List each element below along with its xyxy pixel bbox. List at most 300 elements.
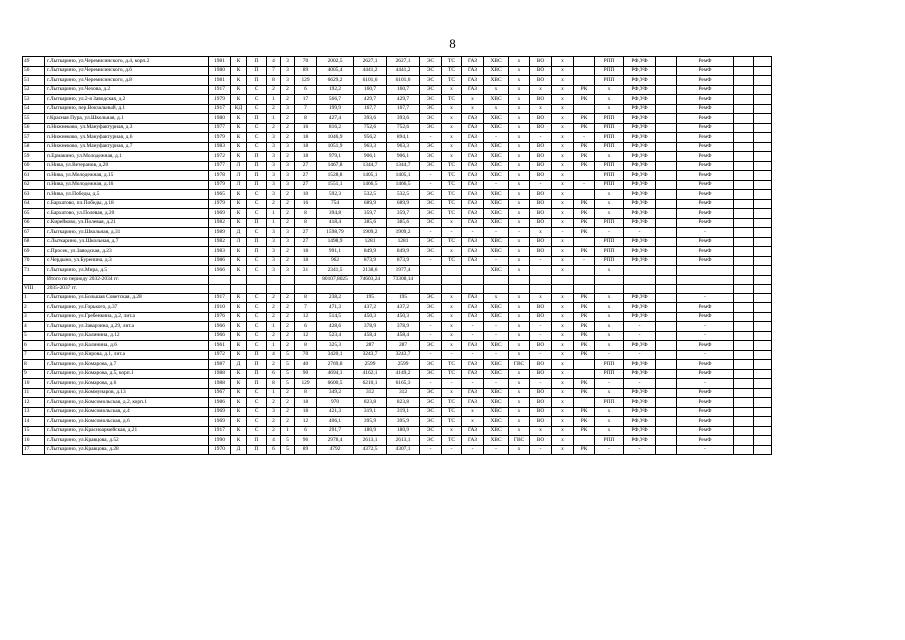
table-cell: ЭС xyxy=(420,341,442,351)
table-cell xyxy=(754,369,772,379)
table-cell: 18 xyxy=(295,256,317,266)
table-cell: 1980 xyxy=(209,114,231,124)
table-cell: 6600,5 xyxy=(317,379,354,389)
table-cell: 2 xyxy=(281,341,295,351)
table-cell: К xyxy=(231,114,247,124)
table-cell: 3 xyxy=(267,237,281,247)
table-cell: РФ,УФ xyxy=(624,199,656,209)
table-cell: х xyxy=(595,104,624,114)
table-cell: х xyxy=(442,426,462,436)
table-cell xyxy=(462,275,484,284)
table-cell: ХВС xyxy=(484,171,509,181)
table-cell xyxy=(656,152,677,162)
table-cell: 5 xyxy=(281,369,295,379)
table-cell: С xyxy=(247,266,267,276)
table-cell: х xyxy=(595,85,624,95)
table-cell: 823,8 xyxy=(354,398,387,408)
table-cell: ГАЗ xyxy=(462,171,484,181)
table-cell xyxy=(484,284,509,293)
table-cell xyxy=(754,436,772,446)
table-cell: С xyxy=(247,256,267,266)
table-cell: РемФ xyxy=(677,85,734,95)
table-cell: х xyxy=(509,445,530,455)
table-cell: 566,7 xyxy=(317,95,354,105)
table-row xyxy=(23,190,772,200)
table-cell xyxy=(734,133,754,143)
table-cell: - xyxy=(442,350,462,360)
table-cell: РФ,УФ xyxy=(624,341,656,351)
table-cell: П xyxy=(247,360,267,370)
table-cell: 195 xyxy=(387,293,420,303)
row-number-cell: 1 xyxy=(23,293,45,303)
table-cell: х xyxy=(509,407,530,417)
table-cell xyxy=(754,379,772,389)
table-cell: ХВС xyxy=(484,303,509,313)
table-cell: 6 xyxy=(295,85,317,95)
table-cell xyxy=(509,284,530,293)
table-cell: 689,9 xyxy=(354,199,387,209)
table-row xyxy=(23,312,772,322)
table-cell xyxy=(595,275,624,284)
address-cell: г.Лыткарино, ул.Комарова, д.6 xyxy=(45,379,209,389)
table-cell: 1 xyxy=(267,114,281,124)
table-cell: - xyxy=(595,350,624,360)
table-cell: ГАЗ xyxy=(462,57,484,67)
table-cell: РПП xyxy=(595,360,624,370)
address-cell: г.Лыткарино, ул.Большая Советская, д.28 xyxy=(45,293,209,303)
table-cell xyxy=(754,85,772,95)
table-cell xyxy=(420,284,442,293)
table-cell: 1466,5 xyxy=(354,180,387,190)
table-cell: С xyxy=(247,322,267,332)
row-number-cell: 55 xyxy=(23,114,45,124)
table-cell: - xyxy=(420,180,442,190)
table-cell: РФ,УФ xyxy=(624,369,656,379)
table-cell xyxy=(754,57,772,67)
table-cell: К xyxy=(231,76,247,86)
table-cell: х xyxy=(509,152,530,162)
table-cell: 2769,8 xyxy=(317,360,354,370)
table-cell: х xyxy=(552,445,574,455)
table-cell: С xyxy=(247,190,267,200)
table-cell: РПП xyxy=(595,142,624,152)
summary-total-residential: 73308,14 xyxy=(387,275,420,284)
table-cell: 4441,2 xyxy=(387,66,420,76)
table-cell: РемФ xyxy=(677,180,734,190)
table-cell: х xyxy=(552,142,574,152)
table-cell: 1987 xyxy=(209,360,231,370)
table-cell: 1978 xyxy=(209,171,231,181)
table-cell: ТС xyxy=(442,161,462,171)
table-cell: 27 xyxy=(295,171,317,181)
table-cell: - xyxy=(574,133,595,143)
table-row xyxy=(23,256,772,266)
row-number-cell: 60 xyxy=(23,161,45,171)
table-cell: 1977 xyxy=(209,161,231,171)
table-cell: х xyxy=(442,312,462,322)
table-cell: х xyxy=(552,66,574,76)
table-cell: К xyxy=(231,209,247,219)
table-cell xyxy=(656,66,677,76)
address-cell: г.Лыткарино, ул.Мира, д.5 xyxy=(45,266,209,276)
row-number-cell: 56 xyxy=(23,123,45,133)
table-cell: 3 xyxy=(281,171,295,181)
table-cell: ГАЗ xyxy=(462,398,484,408)
row-number-cell: 62 xyxy=(23,180,45,190)
table-cell xyxy=(734,341,754,351)
table-cell: С xyxy=(247,228,267,238)
table-cell: х xyxy=(552,57,574,67)
table-cell: ГАЗ xyxy=(462,152,484,162)
table-cell: 1528,8 xyxy=(317,171,354,181)
table-cell: РФ,УФ xyxy=(624,152,656,162)
table-cell: РемФ xyxy=(677,237,734,247)
table-cell: ВО xyxy=(530,388,552,398)
table-cell: 4 xyxy=(267,436,281,446)
table-row xyxy=(23,293,772,303)
table-cell xyxy=(552,284,574,293)
table-cell: ЭС xyxy=(420,360,442,370)
table-cell: ЭС xyxy=(420,303,442,313)
row-number-cell: 61 xyxy=(23,171,45,181)
table-row xyxy=(23,266,772,276)
address-cell: г.Лыткарино, ул.Комсомольская, д.4 xyxy=(45,407,209,417)
row-number-cell: 3 xyxy=(23,312,45,322)
table-cell: РемФ xyxy=(677,66,734,76)
address-cell: п.Нижнеково, ул.Мануфактурная, д.6 xyxy=(45,133,209,143)
table-cell: ТС xyxy=(442,190,462,200)
table-cell: х xyxy=(552,114,574,124)
table-cell: 1981 xyxy=(209,57,231,67)
table-cell: х xyxy=(552,341,574,351)
table-cell: ВО xyxy=(530,76,552,86)
table-cell: 2 xyxy=(267,303,281,313)
row-number-cell: 67 xyxy=(23,228,45,238)
table-cell: х xyxy=(595,341,624,351)
table-cell: 406,1 xyxy=(317,417,354,427)
table-row xyxy=(23,398,772,408)
table-cell: ТС xyxy=(442,417,462,427)
table-cell: х xyxy=(552,123,574,133)
table-cell: - xyxy=(462,228,484,238)
table-cell: - xyxy=(624,228,656,238)
table-cell: Д xyxy=(231,360,247,370)
table-cell: ЭС xyxy=(420,237,442,247)
table-cell: х xyxy=(442,133,462,143)
table-cell xyxy=(754,199,772,209)
table-cell: ХВС xyxy=(484,209,509,219)
table-cell xyxy=(754,350,772,360)
table-cell: РФ,УФ xyxy=(624,190,656,200)
table-row xyxy=(23,133,772,143)
table-cell xyxy=(656,322,677,332)
table-cell: - xyxy=(530,322,552,332)
table-cell: РемФ xyxy=(677,341,734,351)
table-cell: 1344,7 xyxy=(354,161,387,171)
table-cell: 1988 xyxy=(209,379,231,389)
table-cell xyxy=(734,312,754,322)
table-cell xyxy=(754,66,772,76)
table-cell: х xyxy=(552,161,574,171)
table-cell: 394,8 xyxy=(317,209,354,219)
table-cell xyxy=(754,228,772,238)
table-cell xyxy=(442,284,462,293)
table-cell: ГАЗ xyxy=(462,76,484,86)
table-cell: П xyxy=(247,171,267,181)
table-cell xyxy=(754,104,772,114)
table-cell: ХВС xyxy=(484,161,509,171)
table-cell: х xyxy=(509,417,530,427)
table-cell: 16 xyxy=(295,199,317,209)
table-cell: РК xyxy=(574,293,595,303)
table-cell: - xyxy=(484,331,509,341)
table-cell xyxy=(677,275,734,284)
table-cell: 8 xyxy=(295,293,317,303)
row-number-cell: 58 xyxy=(23,142,45,152)
table-cell: К xyxy=(231,426,247,436)
table-cell: ТС xyxy=(442,256,462,266)
table-cell: ЭС xyxy=(420,190,442,200)
table-cell: х xyxy=(442,104,462,114)
table-cell xyxy=(656,341,677,351)
table-cell: ВО xyxy=(530,398,552,408)
table-cell: 1 xyxy=(267,388,281,398)
table-cell xyxy=(574,266,595,276)
table-cell: - xyxy=(420,331,442,341)
table-cell: ХВС xyxy=(484,95,509,105)
table-cell xyxy=(656,142,677,152)
table-cell: 3 xyxy=(281,237,295,247)
table-cell: 979,1 xyxy=(317,152,354,162)
table-row xyxy=(23,322,772,332)
table-cell xyxy=(734,66,754,76)
table-cell: 458,4 xyxy=(354,331,387,341)
table-cell: 1976 xyxy=(209,312,231,322)
table-cell xyxy=(754,407,772,417)
table-cell: РК xyxy=(574,322,595,332)
table-cell: 1990 xyxy=(209,436,231,446)
table-cell: С xyxy=(247,133,267,143)
table-cell: 4149,2 xyxy=(387,369,420,379)
table-cell: 3 xyxy=(281,76,295,86)
address-cell: г.Лыткарино, ул.Горького, д.37 xyxy=(45,303,209,313)
table-cell xyxy=(754,388,772,398)
table-cell xyxy=(754,95,772,105)
table-cell: ГВС xyxy=(509,436,530,446)
table-cell: х xyxy=(552,85,574,95)
table-cell xyxy=(656,388,677,398)
table-cell xyxy=(656,218,677,228)
table-cell: С xyxy=(247,199,267,209)
table-cell: х xyxy=(462,95,484,105)
table-cell: РемФ xyxy=(677,360,734,370)
row-number-cell: 63 xyxy=(23,190,45,200)
table-cell: 4162,1 xyxy=(354,369,387,379)
table-cell: х xyxy=(530,426,552,436)
table-cell: РПП xyxy=(595,237,624,247)
table-row xyxy=(23,104,772,114)
table-cell: ВО xyxy=(530,247,552,257)
table-cell: 1961 xyxy=(209,341,231,351)
table-cell: - xyxy=(420,256,442,266)
table-cell: 2627,1 xyxy=(387,57,420,67)
table-cell: ЭС xyxy=(420,66,442,76)
table-row xyxy=(23,85,772,95)
table-cell: 2 xyxy=(267,312,281,322)
table-cell: ХВС xyxy=(484,407,509,417)
table-row xyxy=(23,426,772,436)
table-cell: 532,5 xyxy=(354,190,387,200)
table-cell: 816,2 xyxy=(317,123,354,133)
table-cell: РФ,УФ xyxy=(624,247,656,257)
row-number-cell: 16 xyxy=(23,436,45,446)
table-cell: РФ,УФ xyxy=(624,218,656,228)
table-cell: 428,6 xyxy=(317,322,354,332)
table-cell: П xyxy=(247,161,267,171)
table-cell: П xyxy=(247,218,267,228)
table-cell: ХВС xyxy=(484,142,509,152)
table-cell: 1046,9 xyxy=(317,133,354,143)
table-cell: х xyxy=(595,95,624,105)
table-cell: х xyxy=(595,190,624,200)
table-cell: П xyxy=(247,350,267,360)
address-cell: г.Лыткарино, пер.Вокзальный, д.1 xyxy=(45,104,209,114)
table-cell xyxy=(734,95,754,105)
table-cell: - xyxy=(484,379,509,389)
table-cell: х xyxy=(509,171,530,181)
table-cell: 2 xyxy=(281,388,295,398)
table-cell: ТС xyxy=(442,369,462,379)
table-cell: ТС xyxy=(442,171,462,181)
table-cell xyxy=(754,293,772,303)
table-row xyxy=(23,142,772,152)
table-cell: ЭС xyxy=(420,312,442,322)
table-cell: РК xyxy=(574,407,595,417)
table-cell: РК xyxy=(574,379,595,389)
table-cell: 319,1 xyxy=(387,407,420,417)
table-cell: РК xyxy=(574,350,595,360)
table-cell: 2341,5 xyxy=(317,266,354,276)
table-cell: ХВС xyxy=(484,190,509,200)
table-cell: 849,9 xyxy=(387,247,420,257)
table-cell: ВО xyxy=(530,199,552,209)
table-cell xyxy=(656,247,677,257)
table-cell: РФ,УФ xyxy=(624,142,656,152)
table-cell xyxy=(734,426,754,436)
table-cell: 450,3 xyxy=(387,312,420,322)
table-cell: 18 xyxy=(295,152,317,162)
table-cell: 4005,4 xyxy=(317,66,354,76)
table-cell xyxy=(295,284,317,293)
table-row xyxy=(23,379,772,389)
table-cell: РК xyxy=(574,95,595,105)
table-cell: 2 xyxy=(267,85,281,95)
row-number-cell: 7 xyxy=(23,350,45,360)
table-cell: ЭС xyxy=(420,76,442,86)
table-cell: х xyxy=(595,407,624,417)
table-cell: ХВС xyxy=(484,199,509,209)
table-cell: ХВС xyxy=(484,57,509,67)
table-cell: ЭС xyxy=(420,104,442,114)
address-cell: г.Лыткарино, ул.Комсомольская, д.6 xyxy=(45,417,209,427)
address-cell: п.Нива, ул.Победы, д.5 xyxy=(45,190,209,200)
table-cell: РФ,УФ xyxy=(624,436,656,446)
table-cell: 823,8 xyxy=(387,398,420,408)
table-cell: 1983 xyxy=(209,142,231,152)
table-cell: 2 xyxy=(267,293,281,303)
table-cell: - xyxy=(624,379,656,389)
table-cell: ГАЗ xyxy=(462,142,484,152)
address-cell: п.Нижнеково, ул.Мануфактурная, д.3 xyxy=(45,123,209,133)
table-cell: К xyxy=(231,199,247,209)
table-cell: ТС xyxy=(442,237,462,247)
table-cell: 2599 xyxy=(354,360,387,370)
table-cell: 6 xyxy=(295,426,317,436)
table-cell: 906,1 xyxy=(387,152,420,162)
table-cell: - xyxy=(530,445,552,455)
table-cell: Д xyxy=(231,445,247,455)
table-cell xyxy=(754,76,772,86)
table-cell: х xyxy=(509,312,530,322)
table-cell: 3 xyxy=(267,152,281,162)
table-cell: РемФ xyxy=(677,398,734,408)
table-cell: ГАЗ xyxy=(462,237,484,247)
table-cell: 393,6 xyxy=(354,114,387,124)
table-cell: х xyxy=(509,95,530,105)
table-cell: ТС xyxy=(442,57,462,67)
table-cell: - xyxy=(624,322,656,332)
table-cell: ГАЗ xyxy=(462,190,484,200)
table-cell: РК xyxy=(574,218,595,228)
table-cell: 8 xyxy=(295,218,317,228)
table-cell: 752,6 xyxy=(354,123,387,133)
table-cell: ЭС xyxy=(420,199,442,209)
table-cell xyxy=(734,303,754,313)
table-cell: 192,2 xyxy=(317,85,354,95)
table-cell: КД xyxy=(231,104,247,114)
table-cell: 17 xyxy=(295,95,317,105)
table-cell xyxy=(754,161,772,171)
table-cell: 3243,7 xyxy=(387,350,420,360)
table-cell: РК xyxy=(574,114,595,124)
table-cell: К xyxy=(231,350,247,360)
table-cell xyxy=(734,180,754,190)
table-cell: РФ,УФ xyxy=(624,57,656,67)
table-cell: К xyxy=(231,190,247,200)
table-cell xyxy=(656,180,677,190)
table-cell: 1917 xyxy=(209,426,231,436)
table-cell: ГАЗ xyxy=(462,123,484,133)
table-cell: ГАЗ xyxy=(462,161,484,171)
table-cell: РК xyxy=(574,152,595,162)
table-row xyxy=(23,369,772,379)
table-cell: 195 xyxy=(354,293,387,303)
table-cell: х xyxy=(509,199,530,209)
table-cell xyxy=(734,171,754,181)
table-cell: 2 xyxy=(267,360,281,370)
table-cell: 956,2 xyxy=(354,133,387,143)
table-cell xyxy=(754,275,772,284)
table-cell: РемФ xyxy=(677,152,734,162)
table-cell xyxy=(656,256,677,266)
table-cell: С xyxy=(247,104,267,114)
table-cell: - xyxy=(530,350,552,360)
address-cell: г.Лыткарино, ул.Красноармейская, д.21 xyxy=(45,426,209,436)
table-cell: К xyxy=(231,312,247,322)
table-cell: РемФ xyxy=(677,142,734,152)
table-cell xyxy=(574,66,595,76)
table-cell xyxy=(624,266,656,276)
